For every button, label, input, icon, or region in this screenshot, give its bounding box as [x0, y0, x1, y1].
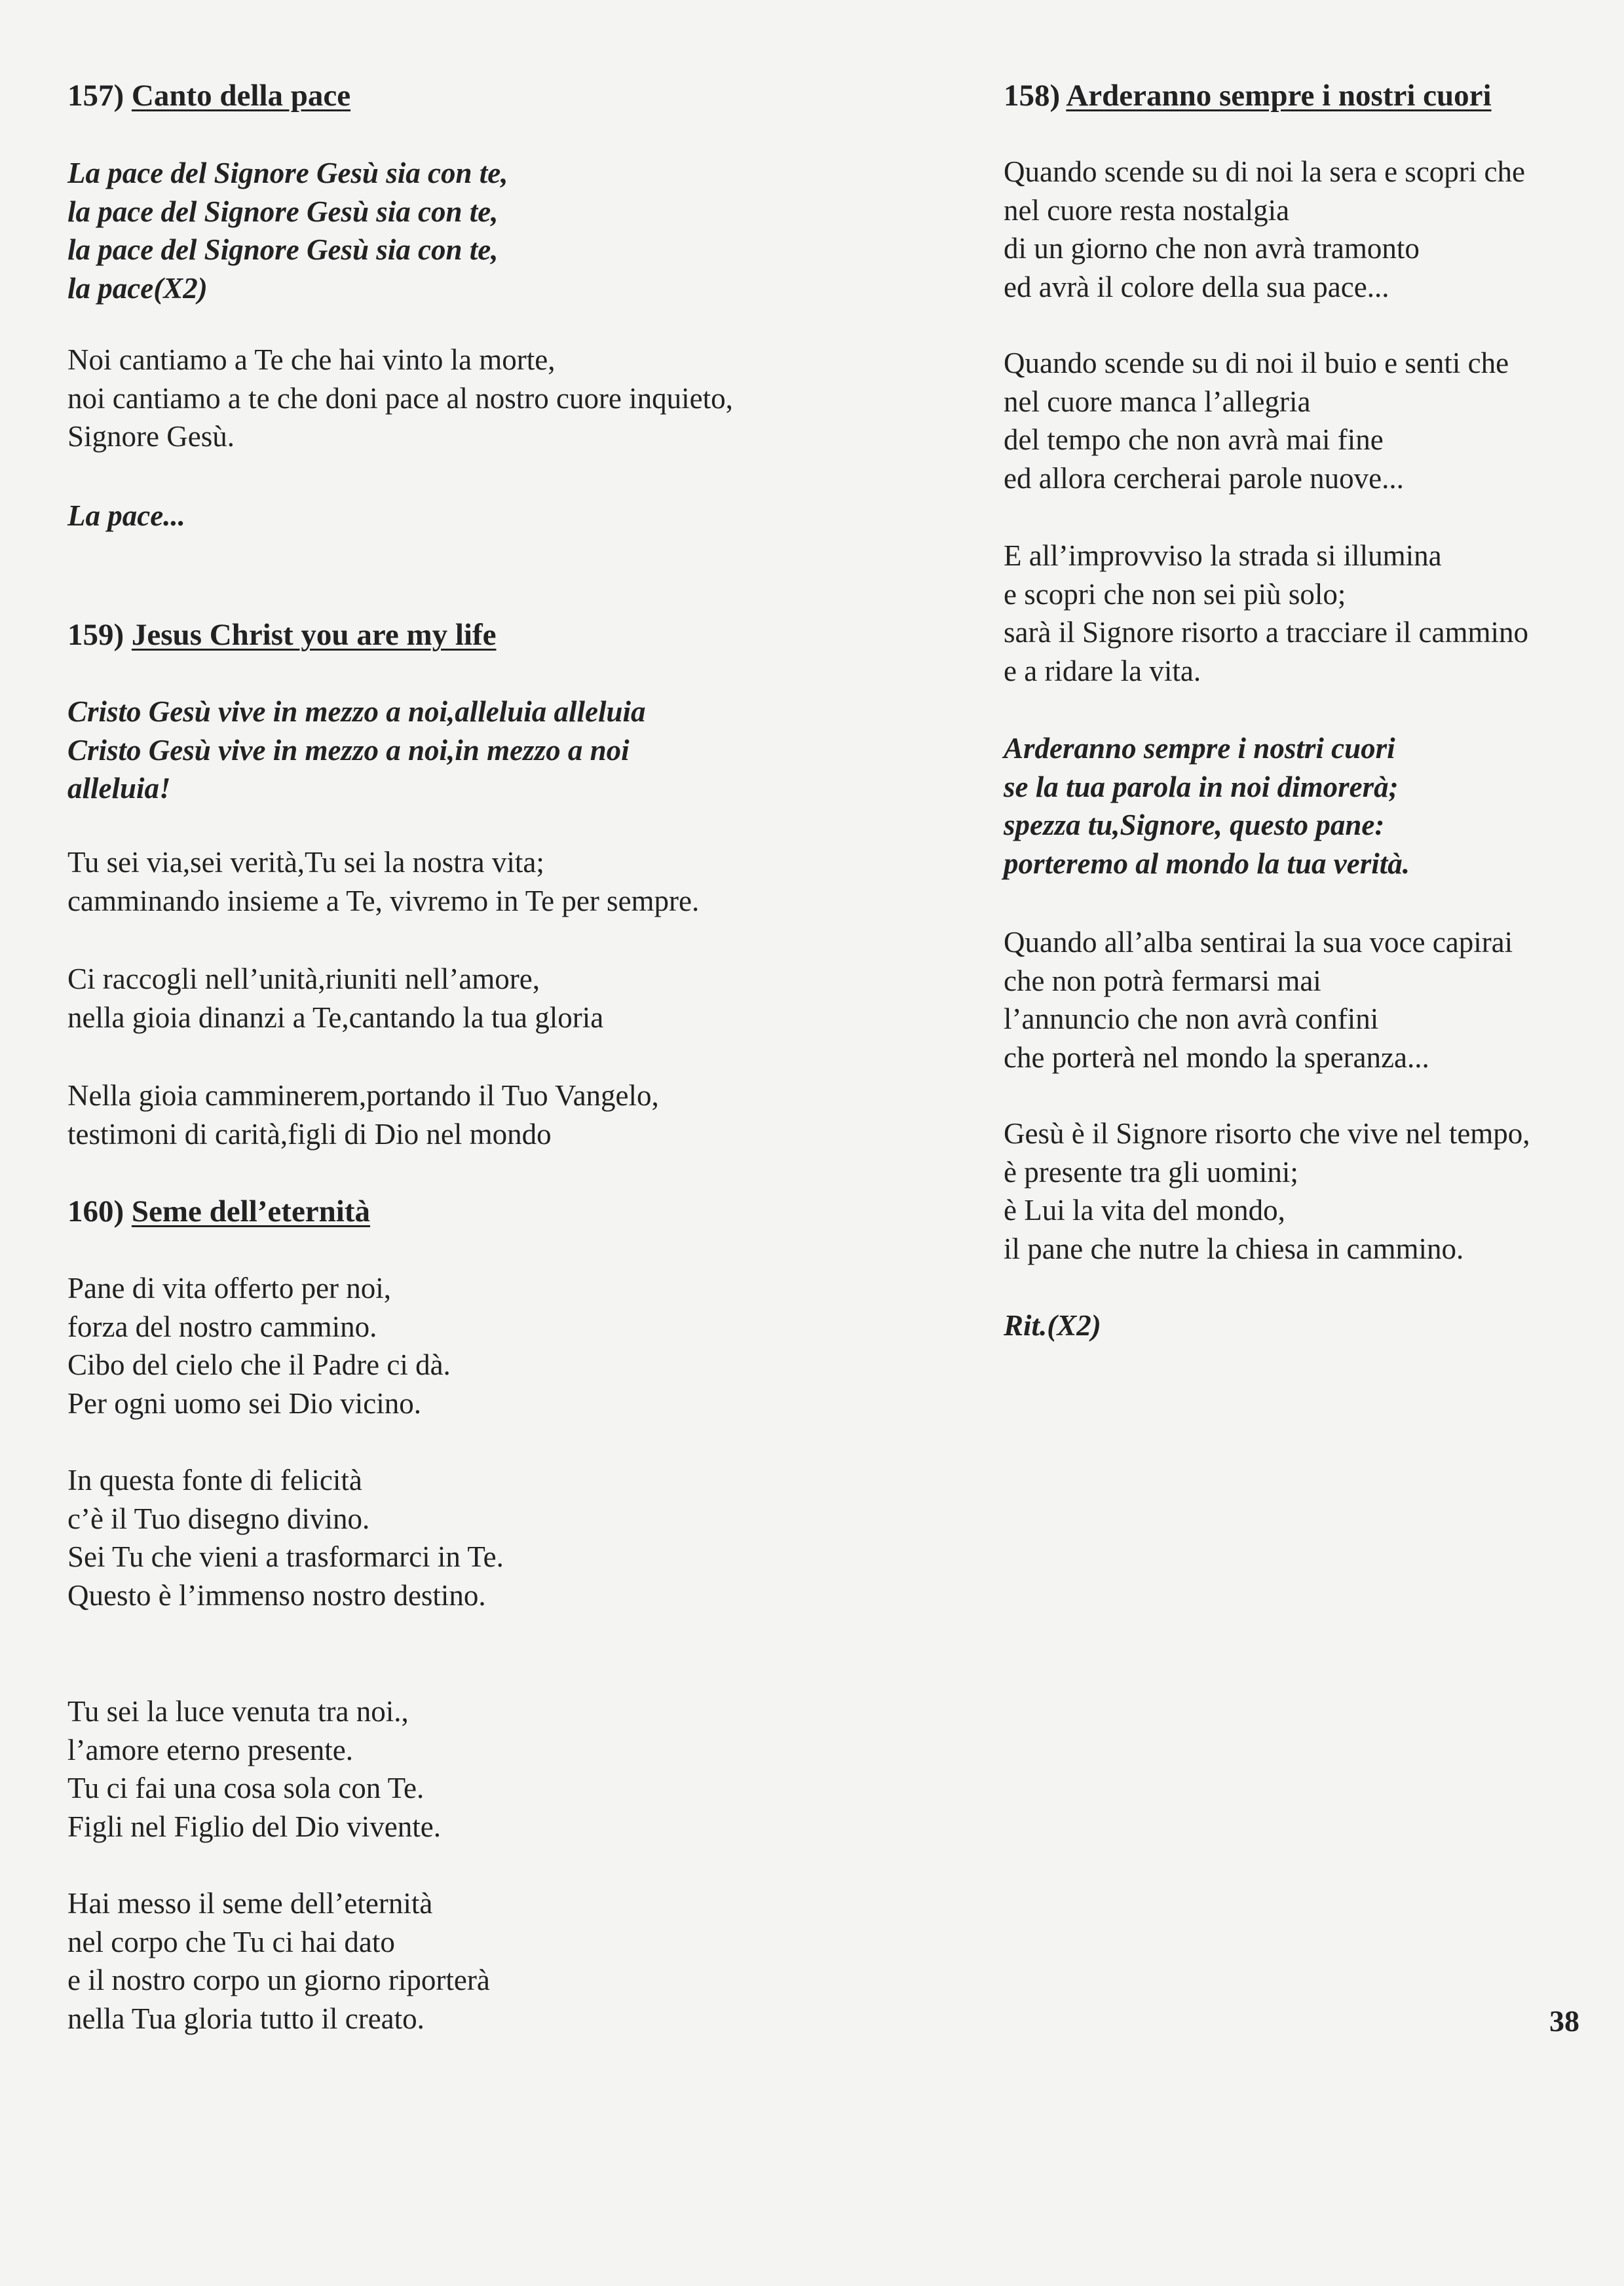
refrain-marker: Rit.(X2) — [1004, 1309, 1101, 1342]
song-name: Canto della pace — [131, 79, 351, 113]
verse-stanza: Tu sei via,sei verità,Tu sei la nostra vita; camminando insieme a Te, vivremo in Te per sempre. — [67, 846, 700, 917]
song-number: 157) — [67, 79, 124, 113]
verse-stanza: Quando all’alba sentirai la sua voce capirai che non potrà fermarsi mai l’annuncio che non avrà confini che porterà nel mondo la speranza... — [1004, 926, 1513, 1074]
refrain-reprise: La pace... — [67, 499, 185, 532]
verse-stanza: Gesù è il Signore risorto che vive nel tempo, è presente tra gli uomini; è Lui la vita del mondo, il pane che nutre la chiesa in cammino. — [1004, 1117, 1530, 1265]
song-name: Arderanno sempre i nostri cuori — [1066, 79, 1492, 113]
song-number: 159) — [67, 618, 124, 652]
verse-stanza: Nella gioia camminerem,portando il Tuo Vangelo, testimoni di carità,figli di Dio nel mondo — [67, 1079, 659, 1151]
song-157 — [67, 77, 814, 115]
song-name: Seme dell’eternità — [131, 1194, 371, 1229]
verse-stanza: E all’improvviso la strada si illumina e scopri che non sei più solo; sarà il Signore risorto a tracciare il cammino e a ridare la vita. — [1004, 539, 1528, 687]
verse-stanza: Quando scende su di noi il buio e senti che nel cuore manca l’allegria del tempo che non avrà mai fine ed allora cercherai parole nuove... — [1004, 347, 1509, 495]
song-title — [67, 616, 814, 654]
refrain-stanza: Arderanno sempre i nostri cuori se la tua parola in noi dimorerà; spezza tu,Signore, questo pane: porteremo al mondo la tua verità. — [1004, 732, 1410, 880]
verse-stanza: Ci raccogli nell’unità,riuniti nell’amore, nella gioia dinanzi a Te,cantando la tua gloria — [67, 962, 604, 1034]
song-name: Jesus Christ you are my life — [131, 618, 497, 652]
verse-stanza: Pane di vita offerto per noi, forza del nostro cammino. Cibo del cielo che il Padre ci dà. Per ogni uomo sei Dio vicino. — [67, 1272, 451, 1420]
verse-stanza: Noi cantiamo a Te che hai vinto la morte, noi cantiamo a te che doni pace al nostro cuore inquieto, Signore Gesù. — [67, 343, 733, 453]
verse-stanza: Quando scende su di noi la sera e scopri che nel cuore resta nostalgia di un giorno che non avrà tramonto ed avrà il colore della sua pace... — [1004, 155, 1525, 303]
verse-stanza: In questa fonte di felicità c’è il Tuo disegno divino. Sei Tu che vieni a trasformarci in Te. Questo è l’immenso nostro destino. — [67, 1464, 504, 1612]
verse-stanza: Tu sei la luce venuta tra noi., l’amore eterno presente. Tu ci fai una cosa sola con Te. Figli nel Figlio del Dio vivente. — [67, 1695, 441, 1843]
verse-stanza: Hai messo il seme dell’eternità nel corpo che Tu ci hai dato e il nostro corpo un giorno riporterà nella Tua gloria tutto il creato. — [67, 1887, 490, 2035]
refrain-stanza: Cristo Gesù vive in mezzo a noi,alleluia alleluia Cristo Gesù vive in mezzo a noi,in mezzo a noi alleluia! — [67, 695, 646, 805]
song-160 — [67, 1192, 814, 1230]
refrain-stanza: La pace del Signore Gesù sia con te, la pace del Signore Gesù sia con te, la pace del Signore Gesù sia con te, la pace(X2) — [67, 157, 508, 305]
song-158 — [1004, 77, 1606, 115]
song-title — [67, 77, 814, 115]
song-title — [67, 1192, 814, 1230]
song-number: 158) — [1004, 79, 1061, 113]
song-number: 160) — [67, 1194, 124, 1229]
song-159 — [67, 616, 814, 654]
page-number: 38 — [1549, 2004, 1579, 2038]
song-title — [1004, 77, 1606, 115]
